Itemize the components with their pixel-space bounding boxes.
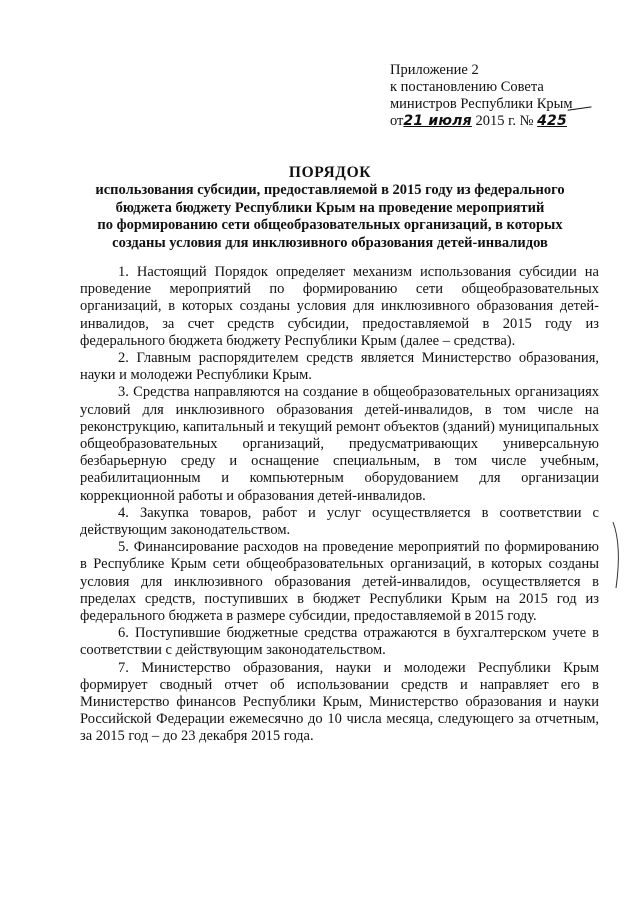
paragraph-7: 7. Министерство образования, науки и молодежи Республики Крым формирует сводный отчет об использовании средств и направляет его в Министерство финансов Республики Крым, Министерство образования и науки Российской Федерации ежемесячно до 10 числа месяца, следующего за отчетным, за 2015 год – до 23 декабря 2015 года. — [80, 659, 599, 745]
annex-date-line — [390, 113, 610, 130]
document-body — [80, 264, 599, 746]
paragraph-4: 4. Закупка товаров, работ и услуг осуществляется в соответствии с действующим законодательством. — [80, 504, 599, 539]
annex-line-2: к постановлению Совета — [390, 79, 544, 95]
document-title: ПОРЯДОК — [288, 164, 372, 181]
paragraph-3: 3. Средства направляются на создание в общеобразовательных организациях условий для инклюзивного образования детей-инвалидов, в том числе на реконструкцию, капитальный и текущий ремонт объектов (зданий) муниципальных общеобразовательных организаций, предусматривающих универсальную безбарьерную среду и оснащение специальным, в том числе учебным, реабилитационным и компьютерным оборудованием для организации коррекционной работы и образования детей-инвалидов. — [80, 384, 599, 504]
date-prefix: от — [390, 113, 404, 129]
annex-line-3: министров Республики Крым — [390, 96, 573, 112]
subtitle-line: созданы условия для инклюзивного образования детей-инвалидов — [112, 234, 548, 251]
margin-mark — [607, 520, 623, 590]
subtitle-line: использования субсидии, предоставляемой в 2015 году из федерального — [95, 182, 565, 198]
date-suffix: 2015 г. № — [475, 113, 534, 129]
subtitle-line: по формированию сети общеобразовательных организаций, в которых — [97, 217, 563, 233]
subtitle-line: бюджета бюджету Республики Крым на проведение мероприятий — [115, 199, 545, 216]
document-subtitle — [82, 182, 578, 252]
paragraph-5: 5. Финансирование расходов на проведение мероприятий по формированию в Республике Крым сети общеобразовательных организаций, в которых созданы условия для инклюзивного образования детей-инвалидов, осуществляется в пределах средств, поступивших в бюджет Республики Крым на 2015 год из федерального бюджета в размере субсидии, предоставляемой в 2015 году. — [80, 539, 599, 625]
handwritten-number: 425 — [537, 113, 567, 129]
handwritten-date: 21 июля — [403, 113, 472, 129]
annex-line-1: Приложение 2 — [390, 62, 479, 78]
paragraph-6: 6. Поступившие бюджетные средства отражаются в бухгалтерском учете в соответствии с действующим законодательством. — [80, 625, 599, 659]
paragraph-1: 1. Настоящий Порядок определяет механизм использования субсидии на проведение мероприятий по формированию сети общеобразовательных организаций, в которых созданы условия для инклюзивного образования детей-инвалидов, за счет средств субсидии, предоставляемой в 2015 году из федерального бюджета бюджету Республики Крым (далее – средства). — [80, 264, 599, 349]
paragraph-2: 2. Главным распорядителем средств является Министерство образования, науки и молодежи Республики Крым. — [80, 350, 599, 384]
annex-header — [390, 62, 610, 130]
